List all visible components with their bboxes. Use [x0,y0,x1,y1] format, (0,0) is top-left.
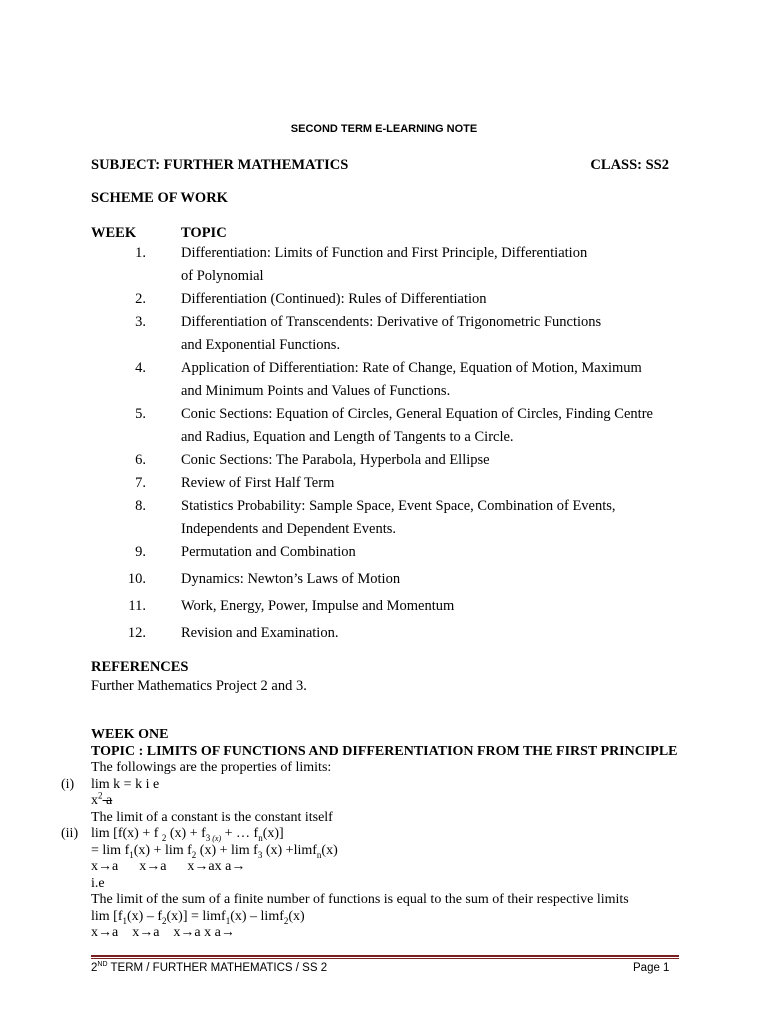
formula-part: (x) [210,833,222,843]
class-label: CLASS: SS2 [590,157,669,173]
week-number: 9. [135,544,146,560]
formula-part: (x) + lim f [196,842,258,858]
topic-line: Application of Differentiation: Rate of Change, Equation of Motion, Maximum [181,360,642,376]
topic-text [181,403,681,449]
formula-part: 1 [225,915,231,926]
week-one-section [61,727,731,942]
scheme-row [91,595,691,618]
formula-part: 3 [205,832,211,843]
formula-part: 2 [283,915,289,926]
topic-text: Differentiation (Continued): Rules of Differentiation [181,291,487,307]
topic-text [181,242,681,288]
formula-part: 1 [122,915,127,926]
formula-subscript-line: x→a x→a x→ax a→ [91,859,246,874]
scheme-row [91,495,691,541]
formula-part: 1 [129,849,134,860]
topic-line: Differentiation of Transcendents: Derivative of Trigonometric Functions [181,314,602,330]
scheme-row [91,622,691,645]
formula-part: (x) + f [166,826,206,841]
scheme-row [91,449,691,472]
formula-part: (x) – limf [230,908,284,924]
formula-part: 3 [257,849,263,860]
topic-column-header: TOPIC [181,225,227,241]
scheme-list [91,242,691,645]
formula-subscript-line: x→a x→a x→a x a→ [91,925,235,940]
formula: lim k = k i e [91,776,160,792]
formula-part: (x) +limf [262,842,317,858]
topic-line: Differentiation: Limits of Function and First Principle, Differentiation [181,245,588,261]
formula-line [91,843,731,860]
topic-line: and Minimum Points and Values of Functions. [181,383,451,399]
topic-line: Independents and Dependent Events. [181,521,397,537]
topic-text: Work, Energy, Power, Impulse and Momentum [181,598,455,614]
property-label: (i) [61,776,75,792]
formula-part: (x) [321,842,338,858]
week-number: 1. [135,245,146,261]
formula-part: x [91,793,98,808]
topic-line: Conic Sections: Equation of Circles, General Equation of Circles, Finding Centre [181,406,653,422]
topic-text: Dynamics: Newton’s Laws of Motion [181,571,401,587]
week-number: 3. [135,314,146,330]
week-number: 5. [135,406,146,422]
scheme-row [91,311,691,357]
topic-line: and Exponential Functions. [181,337,341,353]
scheme-row [91,242,691,288]
topic-text [181,311,681,357]
scheme-row [91,403,691,449]
property-text: The limit of the sum of a finite number of functions is equal to the sum of their respective limits [91,892,629,907]
formula-part: 2 [98,790,103,801]
week-number: 8. [135,498,146,514]
scheme-row [91,568,691,591]
topic-text: Review of First Half Term [181,475,335,491]
ie-text: i.e [91,875,105,891]
formula-part: lim [f(x) + f [91,826,162,841]
subject-row [91,157,669,174]
page-number: Page 1 [633,962,670,974]
property-text: The limit of a constant is the constant itself [91,809,333,825]
topic-text [181,495,681,541]
scheme-title: SCHEME OF WORK [91,190,228,206]
formula-part: a [102,793,113,808]
property-2 [61,826,731,843]
references-text: Further Mathematics Project 2 and 3. [91,678,307,694]
scheme-row [91,472,691,495]
formula-part: 2 [191,849,197,860]
formula-part: = lim f [91,842,130,858]
topic-heading: TOPIC : LIMITS OF FUNCTIONS AND DIFFERENTIATION FROM THE FIRST PRINCIPLE [91,743,678,759]
formula-part: (x) + lim f [133,842,192,858]
week-number: 10. [127,571,146,587]
topic-text: Revision and Examination. [181,625,339,641]
topic-line: Statistics Probability: Sample Space, Event Space, Combination of Events, [181,498,616,514]
formula-part: lim [f [91,908,123,924]
formula-part: (x) [288,908,305,924]
week-number: 4. [135,360,146,376]
formula-part: (x)] [262,826,284,841]
topic-text [181,357,681,403]
week-number: 11. [128,598,146,614]
formula-part: (x) – f [127,908,162,924]
scheme-row [91,357,691,403]
formula-part: n [316,849,322,860]
formula-subscript-line [91,790,731,810]
scheme-row [91,288,691,311]
subject-label: SUBJECT: FURTHER MATHEMATICS [91,157,349,173]
topic-text: Conic Sections: The Parabola, Hyperbola and Ellipse [181,452,490,468]
topic-line: of Polynomial [181,268,264,284]
formula-part: 2 [161,832,167,843]
property-label: (ii) [61,826,79,841]
week-column-header: WEEK [91,225,137,241]
references-section [91,659,307,695]
property-3 [91,909,731,926]
week-number: 6. [135,452,146,468]
intro-text: The followings are the properties of limits: [91,760,332,775]
formula-part: + … f [221,826,259,841]
week-heading: WEEK ONE [91,727,169,742]
week-number: 7. [135,475,146,491]
week-number: 12. [127,625,146,641]
footer-rule-thin [91,958,679,959]
topic-text: Permutation and Combination [181,544,356,560]
footer-part: 2 [91,962,98,974]
footer-left-text [91,962,327,974]
references-heading: REFERENCES [91,659,189,675]
footer-part: TERM / FURTHER MATHEMATICS / SS 2 [107,962,328,974]
formula-part: (x)] = limf [166,908,226,924]
topic-line: and Radius, Equation and Length of Tangents to a Circle. [181,429,514,445]
formula-part: n [258,832,263,843]
formula-part: 2 [162,915,167,926]
week-number: 2. [135,291,146,307]
note-title: SECOND TERM E-LEARNING NOTE [290,123,478,135]
footer-part: ND [97,961,108,969]
scheme-row [91,541,691,564]
property-1 [61,776,731,794]
footer-rule [91,955,679,957]
